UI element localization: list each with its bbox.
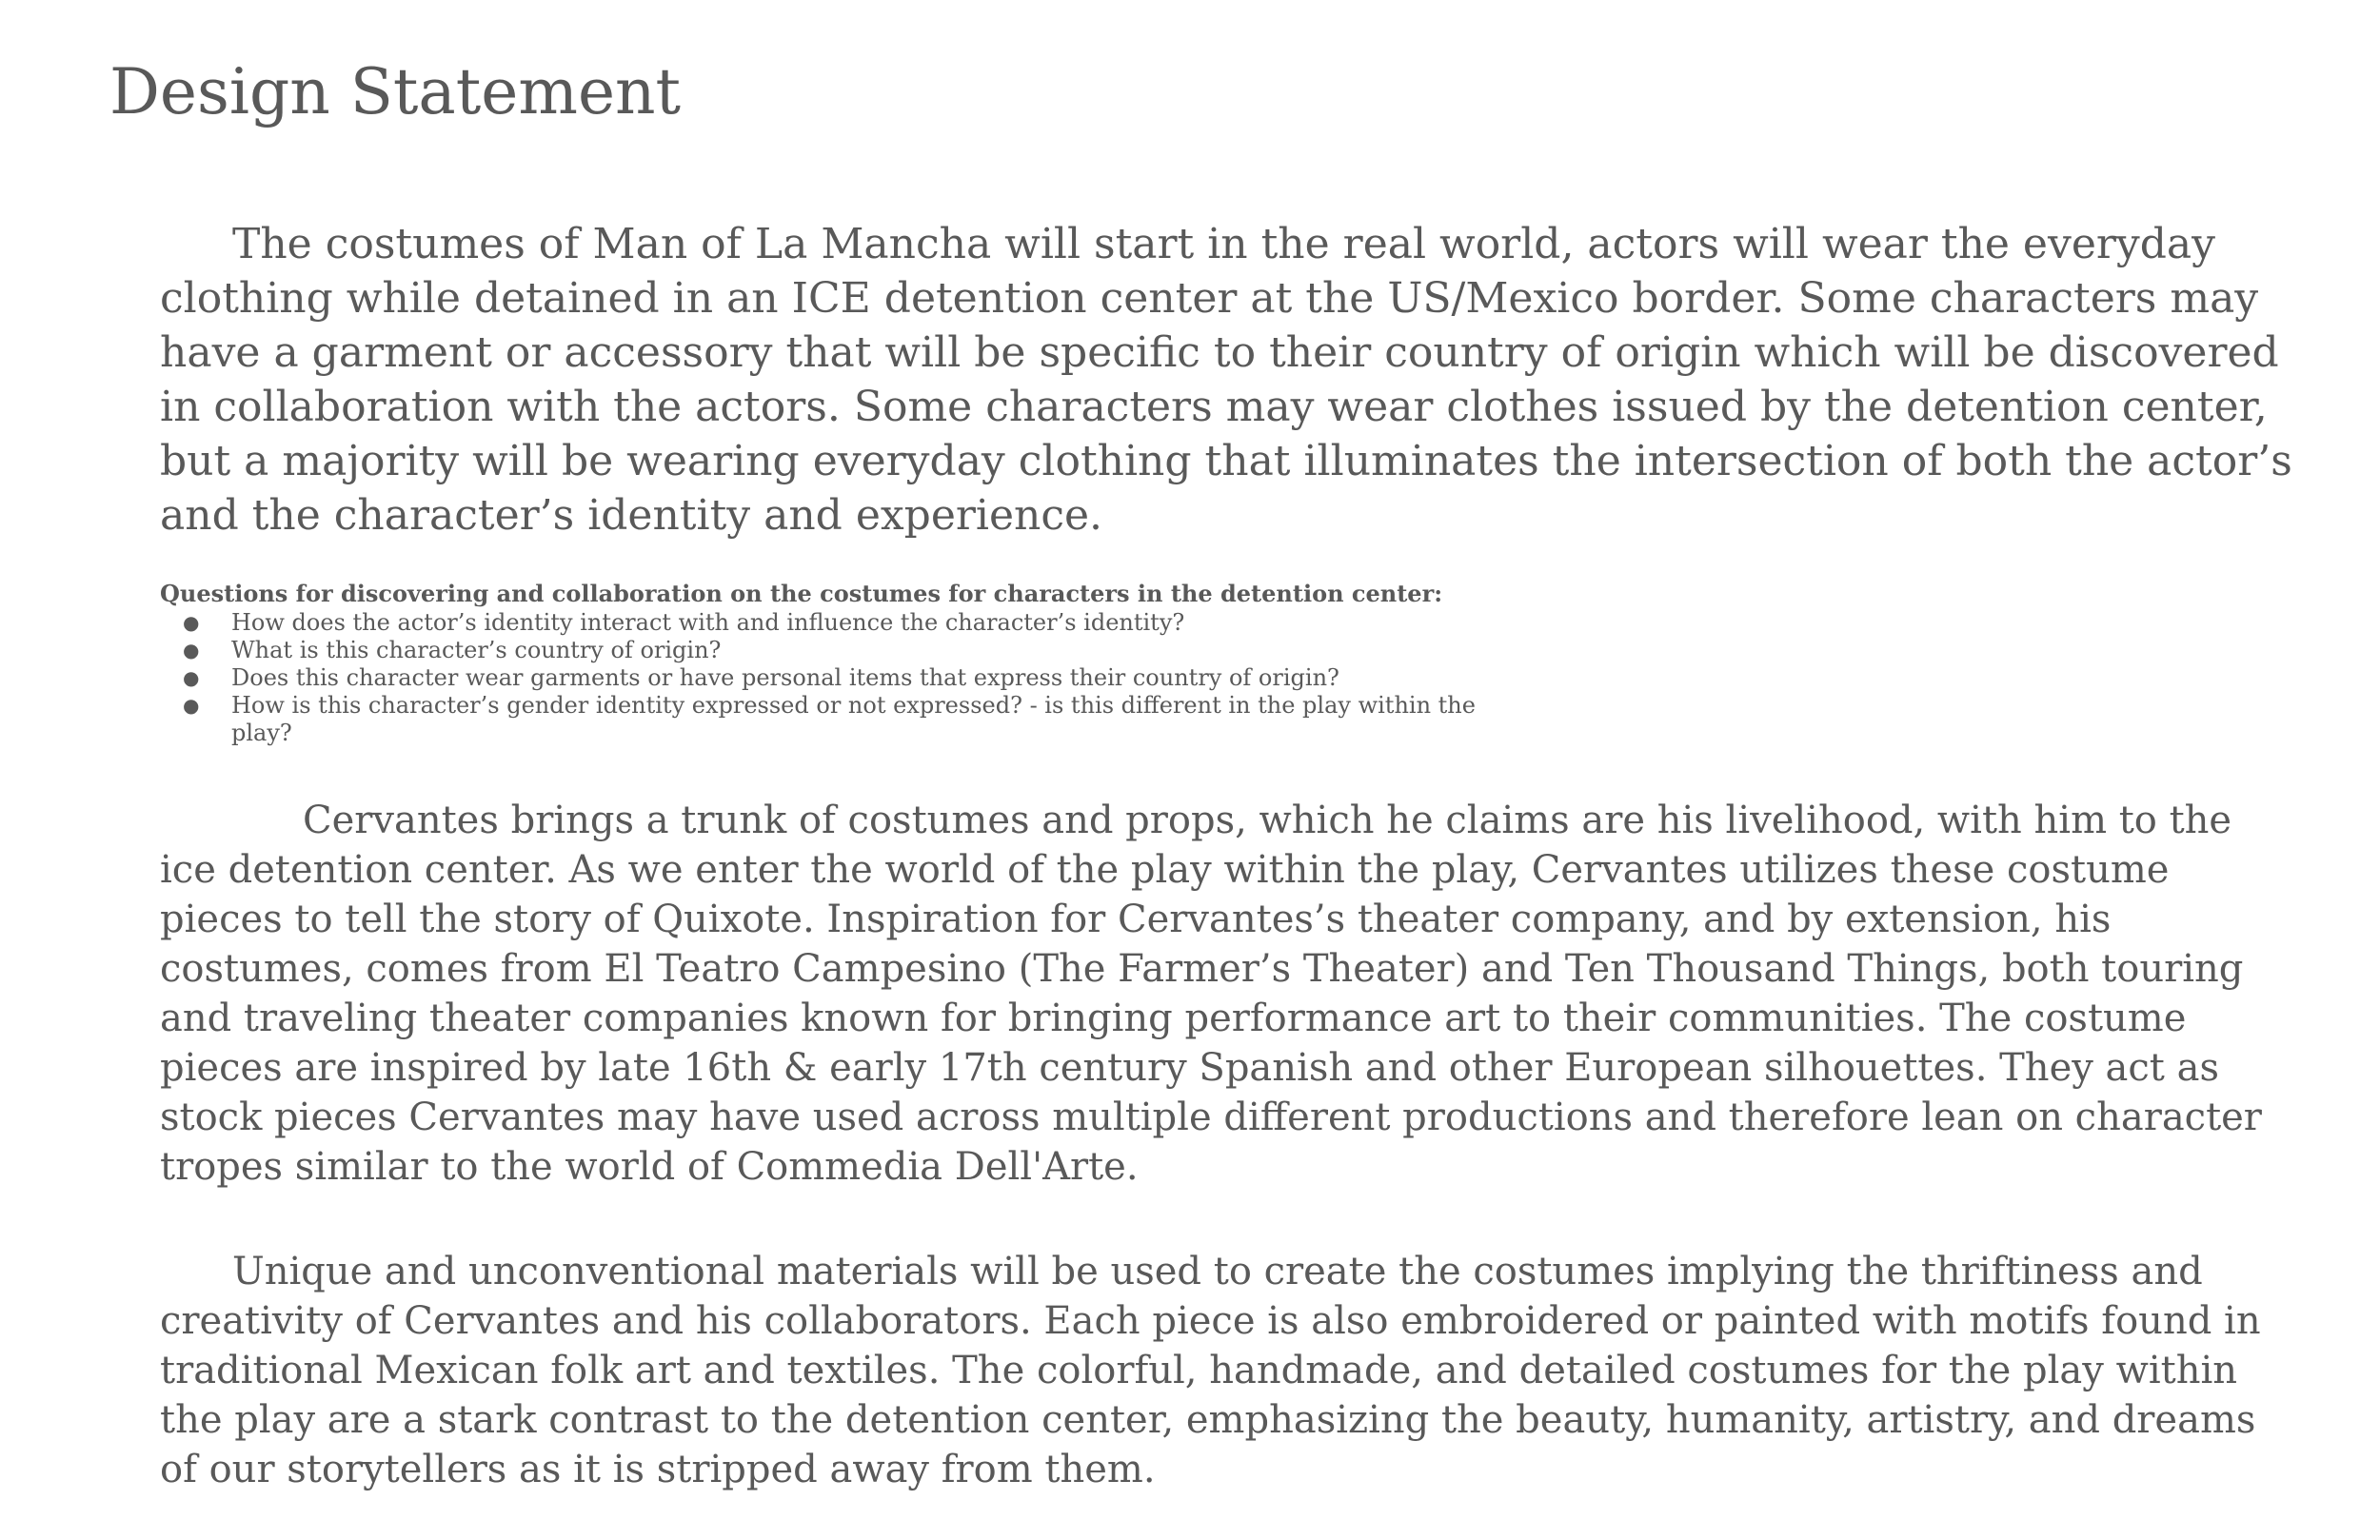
materials-paragraph-text: Unique and unconventional materials will be used to create the costumes implying the thriftiness and creativity of Cervantes and his collaborators. Each piece is also embroidered or painted with motifs found in traditional Mexican folk art and textiles. The colorful, handmade, and detailed costumes for the play within the play are a stark contrast to the detention center, emphasizing the beauty, humanity, artistry, and dreams of our storytellers as it is stripped away from them. [160, 1250, 2261, 1491]
bullet-icon: ● [183, 611, 200, 634]
list-item [160, 664, 1512, 692]
bullet-icon: ● [183, 694, 200, 717]
list-item [160, 692, 1512, 747]
bullet-icon: ● [183, 666, 200, 689]
materials-paragraph [160, 1247, 2292, 1494]
bullet-icon: ● [183, 639, 200, 661]
question-text: Does this character wear garments or have personal items that express their country of origin? [231, 664, 1339, 691]
question-text: How is this character’s gender identity expressed or not expressed? - is this different in the play within the play? [231, 692, 1476, 746]
questions-section [160, 579, 1512, 747]
intro-paragraph-text: The costumes of Man of La Mancha will start in the real world, actors will wear the everyday clothing while detained in an ICE detention center at the US/Mexico border. Some characters may have a garment or accessory that will be specific to their country of origin which will be discovered in collaboration with the actors. Some characters may wear clothes issued by the detention center, but a majority will be wearing everyday clothing that illuminates the intersection of both the actor’s and the character’s identity and experience. [160, 220, 2292, 540]
page-title: Design Statement [109, 55, 682, 128]
cervantes-paragraph [160, 796, 2292, 1192]
cervantes-paragraph-text: Cervantes brings a trunk of costumes and props, which he claims are his livelihood, with him to the ice detention center. As we enter the world of the play within the play, Cervantes utilizes these costume pieces to tell the story of Quixote. Inspiration for Cervantes’s theater company, and by extension, his costumes, comes from El Teatro Campesino (The Farmer’s Theater) and Ten Thousand Things, both touring and traveling theater companies known for bringing performance art to their communities. The costume pieces are inspired by late 16th & early 17th century Spanish and other European silhouettes. They act as stock pieces Cervantes may have used across multiple different productions and therefore lean on character tropes similar to the world of Commedia Dell'Arte. [160, 799, 2262, 1189]
list-item [160, 609, 1512, 637]
list-item [160, 637, 1512, 664]
questions-heading: Questions for discovering and collaboration on the costumes for characters in the detention center: [160, 580, 1443, 607]
intro-paragraph [160, 217, 2292, 543]
question-text: How does the actor’s identity interact with and influence the character’s identity? [231, 609, 1185, 636]
question-list [160, 609, 1512, 747]
question-text: What is this character’s country of origin? [231, 637, 722, 663]
